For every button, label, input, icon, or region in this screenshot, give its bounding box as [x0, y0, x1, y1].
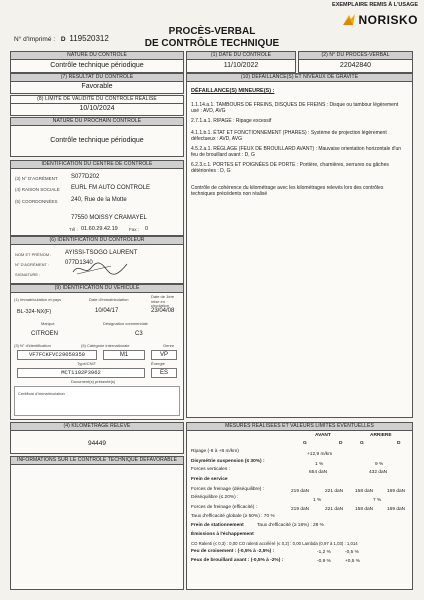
col-avant: AVANT: [315, 433, 331, 438]
col-avant-g: G: [303, 441, 307, 446]
date-controle-header: (1) DATE DU CONTRÔLE: [186, 51, 296, 60]
defaillances-header: (10) DÉFAILLANCE(S) ET NIVEAUX DE GRAVITÉ: [186, 73, 413, 82]
centre-address: 240, Rue de la Motte: [71, 197, 127, 203]
brouillard-g: -0,9 %: [317, 559, 331, 564]
categorie-value: M1: [103, 350, 145, 360]
certificat-label: Certificat d'immatriculation: [18, 391, 65, 396]
forces-vert-arriere: 432 daN: [369, 470, 388, 475]
pv-number-box: [298, 59, 413, 73]
marque-value: CITROEN: [31, 331, 58, 337]
defaillance-item: 1.1.14.a.1. TAMBOURS DE FREINS, DISQUES DE FREINS : Disque ou tambour légèrement usé : AVD, AVG: [191, 102, 399, 114]
taux-efficacite-global: Taux d'efficacité globale (≥ 50%) : 70 %: [191, 514, 275, 519]
forces-vert-avant: 654 daN: [309, 470, 328, 475]
brouillard-d: +0,5 %: [345, 559, 361, 564]
signature-scribble: [71, 260, 131, 278]
centre-raison-value: EURL FM AUTO CONTROLE: [71, 185, 151, 191]
col-avant-d: D: [339, 441, 343, 446]
disym-arriere: 9 %: [375, 462, 384, 467]
controleur-agrement-label: N° D'AGRÉMENT :: [15, 262, 50, 267]
col-arriere: ARRIERE: [370, 433, 392, 438]
defaillance-item: 6.2.3.c.1. PORTES ET POIGNÉES DE PORTE : Portière, charnières, serrures ou gâches détériorées : D, G: [191, 162, 389, 174]
frein-service-label: Frein de service: [191, 477, 228, 482]
nature-controle-box: [10, 59, 184, 73]
disym-avant: 1 %: [315, 462, 324, 467]
centre-agrement-value: S077D202: [71, 174, 100, 180]
date-immat-value: 10/04/17: [95, 308, 119, 314]
centre-raison-label: (4) RAISON SOCIALE: [15, 187, 60, 192]
documents-box: [14, 386, 180, 416]
controleur-nom-value: AYISSI-TSOGO LAURENT: [65, 250, 138, 256]
marque-label: Marque: [41, 321, 55, 326]
prochain-controle-value: Contrôle technique périodique: [50, 137, 144, 144]
col-arriere-d: D: [397, 441, 401, 446]
validite-box: [10, 103, 184, 116]
mesures-header: MESURES RÉALISÉES ET VALEURS LIMITES ÉVENTUELLES: [186, 422, 413, 431]
ripage-label: Ripage (-8 à +8 m/km): [191, 449, 239, 454]
fd-av-g: 219 daN: [291, 489, 310, 494]
centre-fax-value: 0: [145, 226, 149, 232]
defaillance-item: 4.5.2.a.1. RÉGLAGE (FEUX DE BROUILLARD AVANT) : Mauvaise orientation horizontale d'un feu de brouillard avant : D, G: [191, 146, 402, 158]
date-controle-box: [186, 59, 296, 73]
controleur-nom-label: NOM ET PRÉNOM :: [15, 252, 52, 257]
energie-value: ES: [151, 368, 177, 378]
col-arriere-g: G: [360, 441, 364, 446]
centre-agrement-label: (3) N° D'AGRÉMENT: [15, 176, 58, 181]
kilometrage-box: [10, 430, 184, 454]
fd-av-d: 221 daN: [325, 489, 344, 494]
brouillard-label: Feux de brouillard avant : (-0,5% à -2%) :: [191, 558, 284, 563]
croisement-g: -1,2 %: [317, 550, 331, 555]
croisement-d: -0,5 %: [345, 550, 359, 555]
deseq-label: Déséquilibre (≤ 20%) :: [191, 495, 239, 500]
genre-value: VP: [151, 350, 177, 360]
imprime-prefix: D: [60, 36, 66, 43]
categorie-label: (5) Catégorie internationale: [81, 343, 130, 348]
controleur-box: [10, 244, 184, 284]
fe-av-d: 221 daN: [325, 507, 344, 512]
fd-ar-g: 158 daN: [355, 489, 374, 494]
freinage-deseq-label: Forces de freinage (déséquilibre) :: [191, 487, 265, 492]
frein-stationnement-label: Frein de stationnement: [191, 523, 244, 528]
documents-label: Document(s) présenté(s): [71, 379, 116, 384]
co-values: CO Ralenti (≤ 0,3) : 0,00 CO ralenti accéléré (≤ 0,2) : 0,00 Lambda (0,97 à 1,03) : 1,014: [191, 541, 358, 546]
nature-controle-value: Contrôle technique périodique: [50, 62, 144, 69]
defaillances-title: DÉFAILLANCE(S) MINEURE(S) :: [191, 88, 275, 94]
date-1ere-value: 23/04/08: [151, 308, 175, 314]
defaillance-item: 4.1.1.b.1. ÉTAT ET FONCTIONNEMENT (PHARES) : Système de projection légèrement défectueux : AVD, AVG: [191, 130, 387, 142]
designation-value: C3: [135, 331, 143, 337]
type-label: Type/CNIT: [77, 361, 97, 366]
defaillances-box: [186, 81, 413, 418]
kilometrage-header: (4) KILOMÉTRAGE RELEVÉ: [10, 422, 184, 431]
centre-tel-label: Tél :: [69, 227, 78, 232]
controleur-header: (6) IDENTIFICATION DU CONTRÔLEUR: [10, 236, 184, 245]
resultat-header: (7) RÉSULTAT DU CONTRÔLE: [10, 73, 184, 82]
genre-label: Genre: [163, 343, 175, 348]
imprime-label: N° d'Imprimé :: [14, 36, 56, 43]
nature-controle-header: NATURE DU CONTRÔLE: [10, 51, 184, 60]
taux-stationnement: Taux d'efficacité (≥ 18%) : 28 %: [257, 523, 324, 528]
kilometrage-note: Contrôle de cohérence du kilométrage avec les kilométrages relevés lors des contrôles techniques précédents non réalisé: [191, 185, 384, 197]
controleur-signature-label: SIGNATURE :: [15, 272, 41, 277]
title-line-2: DE CONTRÔLE TECHNIQUE: [144, 38, 280, 49]
deseq-avant: 1 %: [313, 498, 322, 503]
imprime-value: 119520312: [69, 34, 109, 43]
vin-label: (3) N° d'identification: [14, 343, 51, 348]
disym-label: Disymétrie suspension (≤ 30%) :: [191, 459, 265, 464]
kilometrage-value: 94449: [87, 440, 107, 447]
centre-fax-label: Fax :: [129, 227, 140, 232]
designation-label: Désignation commerciale: [103, 321, 148, 326]
controleur-agrement-value: 077D1340: [65, 260, 93, 266]
validite-header: (8) LIMITE DE VALIDITÉ DU CONTRÔLE RÉALISÉ: [10, 95, 184, 104]
norisko-logo-icon: [342, 13, 356, 27]
forces-vert-label: Forces verticales :: [191, 467, 230, 472]
emissions-label: Émissions à l'échappement: [191, 532, 254, 537]
defaillance-item: 2.7.1.a.1. RIPAGE : Ripage excessif: [191, 118, 272, 124]
fe-av-g: 219 daN: [291, 507, 310, 512]
pv-number-value: 22042840: [339, 62, 372, 69]
centre-city: 77550 MOISSY CRAMAYEL: [71, 215, 147, 221]
date-immat-label: Date d'immatriculation: [89, 297, 129, 302]
date-1ere-label: Date de 1ère mise en circulation: [151, 294, 175, 308]
title-line-1: PROCÈS-VERBAL: [168, 26, 256, 37]
imprime-number: [14, 34, 109, 43]
prochain-controle-box: [10, 125, 184, 157]
centre-tel-value: 01.60.29.42.19: [81, 226, 118, 232]
vehicule-header: (9) IDENTIFICATION DU VÉHICULE: [10, 284, 184, 293]
vin-value: VF7FCKFVC29050350: [17, 350, 97, 360]
prochain-controle-header: NATURE DU PROCHAIN CONTRÔLE: [10, 117, 184, 126]
fd-ar-d: 169 daN: [387, 489, 406, 494]
pv-number-header: (2) N° DU PROCÈS-VERBAL: [298, 51, 413, 60]
info-defavorable-box: [10, 464, 184, 590]
brand-name: NORISKO: [358, 13, 418, 27]
type-value: MCT1102P3962: [17, 368, 145, 378]
croisement-label: Feu de croisement : (-0,5% à -2,5%) :: [191, 549, 275, 554]
validite-value: 10/10/2024: [79, 105, 115, 112]
deseq-arriere: 7 %: [373, 498, 382, 503]
ripage-value: +12,9 m/km: [307, 452, 333, 457]
exemplaire-label: EXEMPLAIRE REMIS À L'USAGE: [332, 2, 418, 8]
date-controle-value: 11/10/2022: [223, 62, 259, 69]
centre-box: [10, 168, 184, 236]
energie-label: Énergie: [151, 361, 165, 366]
resultat-value: Favorable: [81, 83, 113, 90]
immat-value: BL-324-NX(F): [17, 309, 52, 315]
fe-ar-d: 169 daN: [387, 507, 406, 512]
info-defavorable-header: INFORMATIONS SUR LE CONTRÔLE TECHNIQUE DÉFAVORABLE: [10, 456, 184, 465]
centre-header: IDENTIFICATION DU CENTRE DE CONTRÔLE: [10, 160, 184, 169]
immat-label: (1) Immatriculation et pays: [14, 297, 62, 302]
resultat-box: [10, 81, 184, 94]
fe-ar-g: 158 daN: [355, 507, 374, 512]
vehicule-box: [10, 292, 184, 420]
freinage-eff-label: Forces de freinage (efficacité) :: [191, 505, 258, 510]
centre-coord-label: (5) COORDONNÉES: [15, 199, 58, 204]
mesures-box: [186, 430, 413, 590]
